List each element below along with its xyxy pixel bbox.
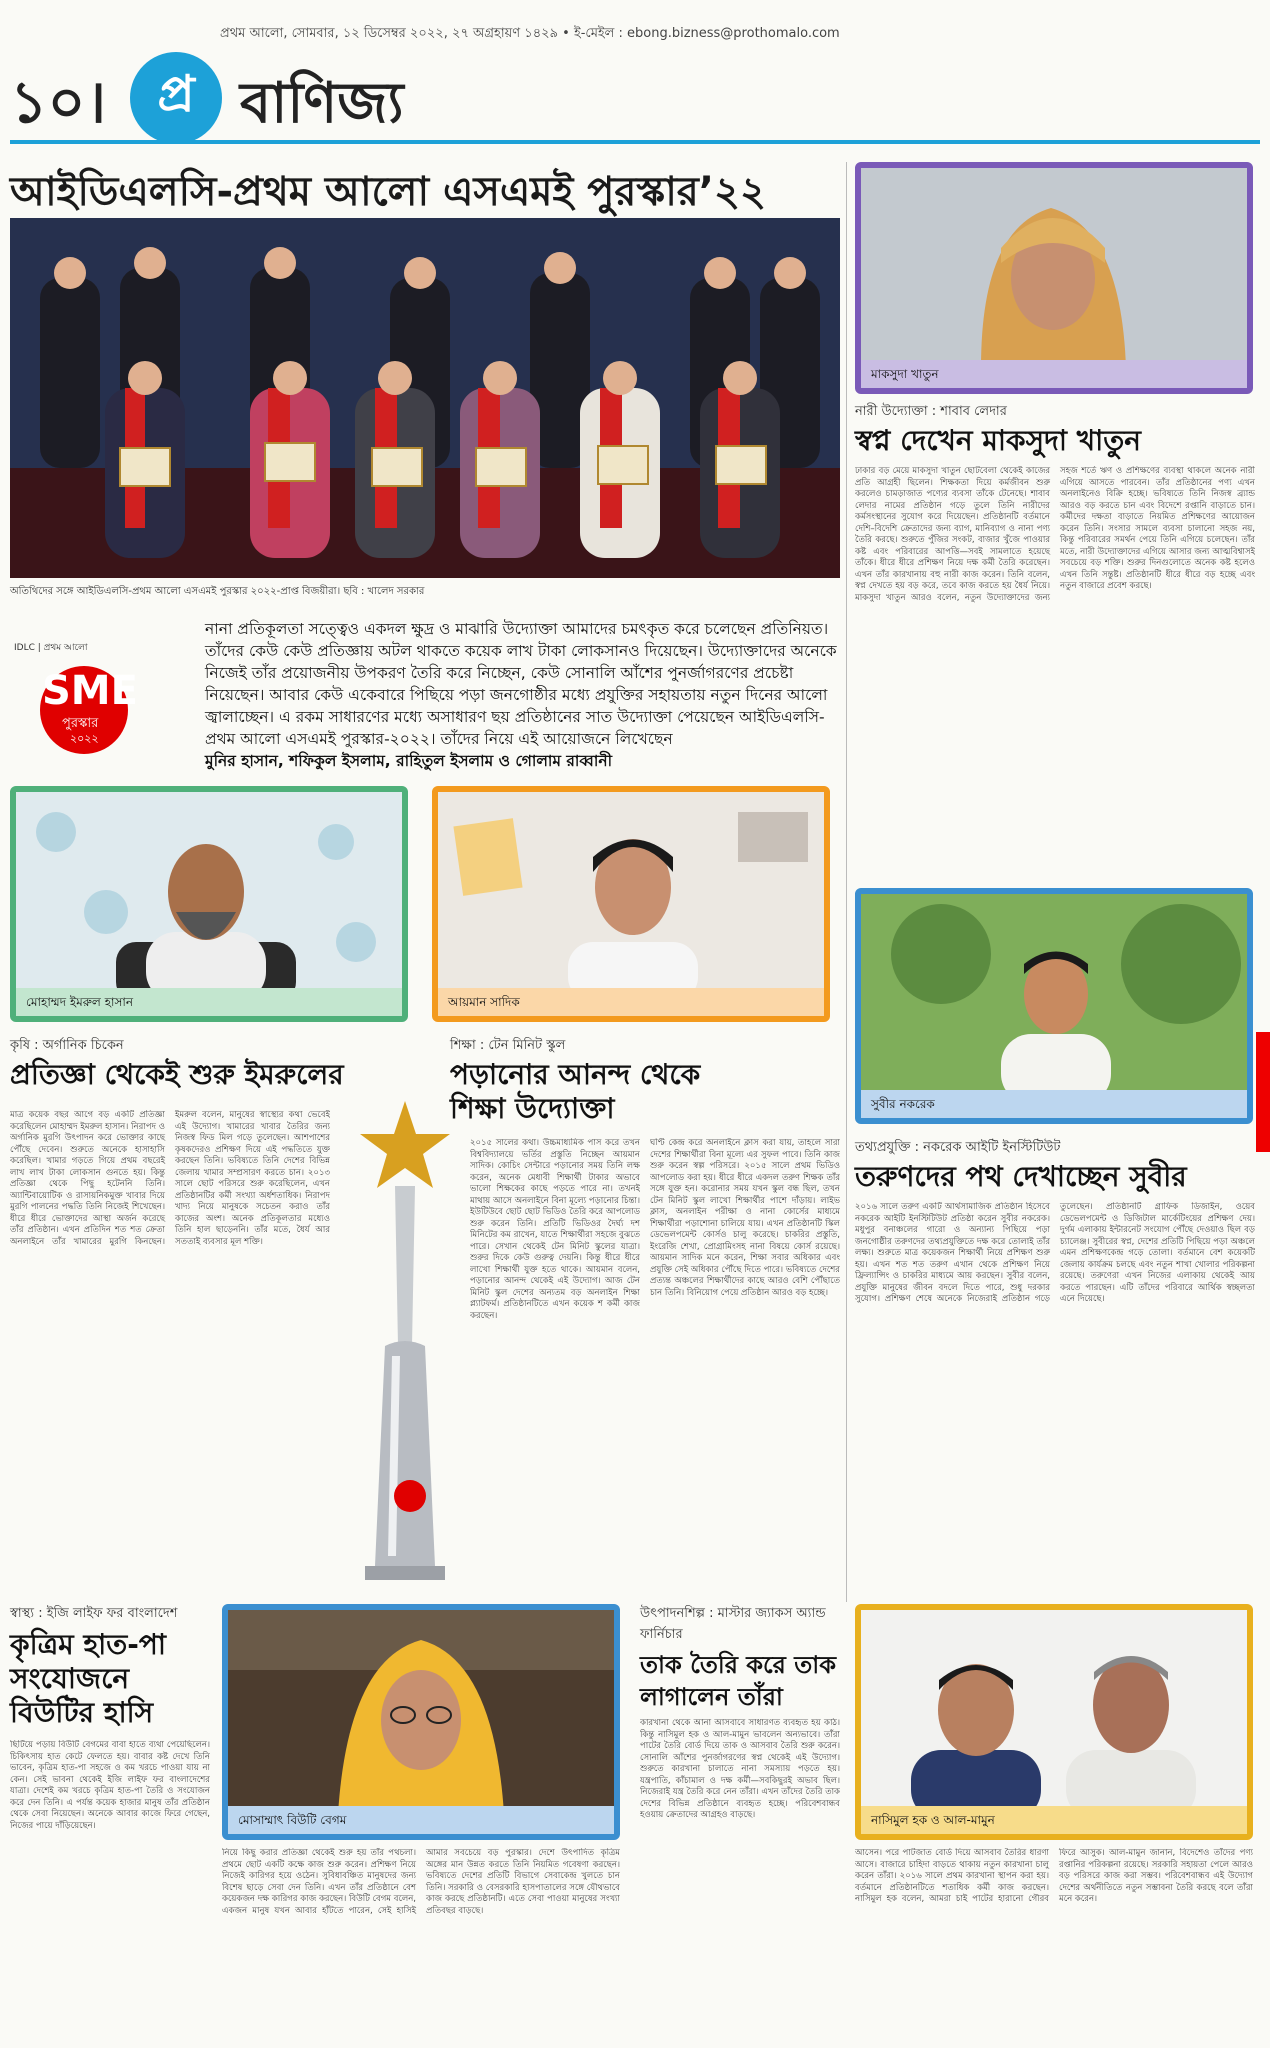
imrul-title: প্রতিজ্ঞা থেকেই শুরু ইমরুলের — [10, 1058, 344, 1091]
ayman-photo — [432, 786, 830, 1022]
subir-portrait — [861, 894, 1247, 1098]
edge-marker — [1256, 1032, 1270, 1152]
beauty-portrait — [228, 1610, 614, 1814]
badge-sub: পুরস্কার — [62, 716, 99, 731]
main-photo-caption: অতিথিদের সঙ্গে আইডিএলসি-প্রথম আলো এসএমই পুরস্কার ২০২২-প্রাপ্ত বিজয়ীরা। ছবি : খালেদ সরকার — [10, 586, 425, 597]
subir-body: ২০১৬ সালে তরুণ একটি আর্থসামাজিক প্রতিষ্ঠান হিসেবে নকরেক আইটি ইনস্টিটিউট প্রতিষ্ঠা করেন সুবীর নকরেক। মধুপুর বনাঞ্চলের গারো ও অন্যান্য পিছিয়ে পড়া জনগোষ্ঠীর তরুণদের তথ্যপ্রযুক্তিতে দক্ষ করে তোলাই তাঁর লক্ষ্য। শুরুতে মাত্র কয়েকজন শিক্ষার্থী নিয়ে প্রশিক্ষণ শুরু হয়। এখন শত শত তরুণ এখান থেকে প্রশিক্ষণ নিয়ে ফ্রিল্যান্সিং ও চাকরির মাধ্যমে আয় করছেন। সুবীর বলেন, প্রযুক্তি মানুষের জীবন বদলে দিতে পারে, শুধু দরকার সুযোগ। প্রশিক্ষণ শেষে অনেকে নিজেরাই প্রতিষ্ঠান গড়ে তুলেছেন। প্রতিষ্ঠানটি গ্রাফিক ডিজাইন, ওয়েব ডেভেলপমেন্ট ও ডিজিটাল মার্কেটিংয়ের প্রশিক্ষণ দেয়। দুর্গম এলাকায় ইন্টারনেট সংযোগ পৌঁছে দেওয়াও ছিল বড় চ্যালেঞ্জ। সুবীরের স্বপ্ন, দেশের প্রতিটি পিছিয়ে পড়া অঞ্চলে এমন প্রশিক্ষণকেন্দ্র গড়ে তোলা। বর্তমানে বেশ কয়েকটি জেলায় কার্যক্রম চলছে এবং নতুন শাখা খোলার পরিকল্পনা রয়েছে। তরুণেরা এখন নিজের এলাকায় থেকেই আয় করতে পারছেন। এটি তাঁদের পরিবারে আর্থিক স্বচ্ছলতা এনে দিয়েছে। — [855, 1202, 1255, 1304]
maksuda-portrait — [861, 168, 1247, 368]
maksuda-photo — [855, 162, 1253, 394]
column-divider — [846, 162, 847, 1602]
subir-kicker: তথ্যপ্রযুক্তি : নকরেক আইটি ইনস্টিটিউট — [855, 1140, 1061, 1155]
maksuda-kicker: নারী উদ্যোক্তা : শাবাব লেদার — [855, 404, 1007, 419]
beauty-body-1: ছিটিয়ে পড়ায় বিউটি বেগমের বাবা হাতে ব্যথা পেয়েছিলেন। চিকিৎসায় হাত কেটে ফেলতে হয়। বাবার কষ্ট দেখে তিনি ভাবেন, কৃত্রিম হাত-পা সহজে ও কম খরচে পাওয়া যায় না কেন। সেই ভাবনা থেকেই ইজি লাইফ ফর বাংলাদেশের যাত্রা। দেশেই কম খরচে কৃত্রিম হাত-পা তৈরি ও সংযোজন করে দেন তিনি। এ পর্যন্ত কয়েক হাজার মানুষ তাঁর প্রতিষ্ঠান থেকে সেবা নিয়েছেন। অনেকে আবার কাজে ফিরে গেছেন, নিজের পায়ে দাঁড়িয়েছেন। — [10, 1740, 210, 1831]
lead-text: নানা প্রতিকূলতা সত্ত্বেও একদল ক্ষুদ্র ও মাঝারি উদ্যোক্তা আমাদের চমৎকৃত করে চলেছেন প্রতিনিয়ত। তাঁদের কেউ কেউ প্রতিজ্ঞায় অটল থাকতে কয়েক লাখ টাকা লোকসানও দিয়েছেন। উদ্যোক্তাদের অনেকে নিজেই তাঁর প্রয়োজনীয় উপকরণ তৈরি করে নিচ্ছেন, কেউ সোনালি আঁশের পুনর্জাগরণের প্রচেষ্টা নিয়েছেন। আবার কেউ একেবারে পিছিয়ে পড়া জনগোষ্ঠীর মধ্যে প্রযুক্তির সহায়তায় নতুন দিনের আলো জ্বালাচ্ছেন। এ রকম সাধারণের মধ্যে অসাধারণ ছয় প্রতিষ্ঠানের সাত উদ্যোক্তা পেয়েছেন আইডিএলসি-প্রথম আলো এসএমই পুরস্কার-২০২২। তাঁদের নিয়ে এই আয়োজনে লিখেছেন — [205, 620, 837, 748]
jute-body-2: আসেন। পরে পাটজাত বোর্ড দিয়ে আসবাব তৈরির ধারণা আসে। বাজারে চাহিদা বাড়তে থাকায় নতুন কারখানা চালু করেন তাঁরা। ২০১৬ সালে প্রথম কারখানা স্থাপন করা হয়। বর্তমানে প্রতিষ্ঠানটিতে শতাধিক কর্মী কাজ করছেন। নাসিমুল হক বলেন, আমরা চাই পাটের হারানো গৌরব ফিরে আসুক। আল-মামুন জানান, বিদেশেও তাঁদের পণ্য রপ্তানির পরিকল্পনা রয়েছে। সরকারি সহায়তা পেলে আরও বড় পরিসরে কাজ করা সম্ভব। পরিবেশবান্ধব এই উদ্যোগ দেশের অর্থনীতিতে নতুন সম্ভাবনা তৈরি করছে বলে তাঁরা মনে করেন। — [855, 1848, 1253, 1904]
maksuda-title: স্বপ্ন দেখেন মাকসুদা খাতুন — [855, 424, 1141, 457]
section-title: বাণিজ্য — [240, 71, 404, 136]
ayman-kicker: শিক্ষা : টেন মিনিট স্কুল — [450, 1038, 566, 1053]
ayman-name: আয়মান সাদিক — [438, 988, 824, 1016]
trophy-image — [340, 1096, 470, 1586]
ayman-portrait — [438, 792, 824, 996]
maksuda-name: মাকসুদা খাতুন — [861, 360, 1247, 388]
jute-kicker: উৎপাদনশিল্প : মাস্টার জ্যাকস অ্যান্ড ফার্নিচার — [640, 1606, 826, 1642]
jute-title-1: তাক তৈরি করে তাক — [640, 1651, 837, 1679]
imrul-portrait — [16, 792, 402, 996]
subir-title: তরুণদের পথ দেখাচ্ছেন সুবীর — [855, 1160, 1187, 1193]
beauty-name: মোসাম্মাৎ বিউটি বেগম — [228, 1806, 614, 1834]
jute-name: নাসিমুল হক ও আল-মামুন — [861, 1806, 1247, 1834]
beauty-title-3: বিউটির হাসি — [10, 1696, 154, 1729]
prothom-alo-logo — [130, 52, 222, 144]
page-number: ১০। — [10, 68, 107, 136]
header-rule — [10, 140, 1260, 144]
main-headline: আইডিএলসি-প্রথম আলো এসএমই পুরস্কার’২২ — [10, 169, 767, 215]
ayman-title-1: পড়ানোর আনন্দ থেকে — [450, 1058, 701, 1091]
beauty-kicker: স্বাস্থ্য : ইজি লাইফ ফর বাংলাদেশ — [10, 1606, 178, 1621]
imrul-body: মাত্র কয়েক বছর আগে বড় একটি প্রতিজ্ঞা করেছিলেন মোহাম্মদ ইমরুল হাসান। নিরাপদ ও অর্গানিক মুরগি উৎপাদন করে ভোক্তার কাছে পৌঁছে দেবেন। শুরুতে অনেকে হাসাহাসি করেছিল। খামার গড়তে গিয়ে প্রথম বছরেই লাখ লাখ টাকা লোকসান গুনতে হয়। কিন্তু প্রতিজ্ঞা থেকে পিছু হটেননি তিনি। অ্যান্টিবায়োটিক ও রাসায়নিকমুক্ত খাবার দিয়ে মুরগি পালনের পদ্ধতি তিনি নিজেই শিখেছেন। ধীরে ধীরে ভোক্তাদের আস্থা অর্জন করেছে তাঁর প্রতিষ্ঠান। এখন প্রতিদিন শত শত ক্রেতা অনলাইনে তাঁর খামারের মুরগি কিনছেন। ইমরুল বলেন, মানুষের স্বাস্থ্যের কথা ভেবেই এই উদ্যোগ। খামারের খাবার তৈরির জন্য নিজস্ব ফিড মিল গড়ে তুলেছেন। আশপাশের কৃষকদেরও প্রশিক্ষণ দিয়ে এই পদ্ধতিতে যুক্ত করছেন তিনি। ভবিষ্যতে তিনি দেশের বিভিন্ন জেলায় খামার সম্প্রসারণ করতে চান। ২০১৩ সালে ছোট পরিসরে শুরু করেছিলেন, এখন প্রতিষ্ঠানটির কর্মী সংখ্যা অর্ধশতাধিক। নিরাপদ খাদ্য নিয়ে মানুষকে সচেতন করাও তাঁর কাজের অংশ। অনেক প্রতিকূলতার মধ্যেও তিনি হাল ছাড়েননি। তাঁর মতে, ধৈর্য আর সততাই ব্যবসার মূল শক্তি। — [10, 1110, 330, 1247]
beauty-title-2: সংযোজনে — [10, 1662, 130, 1695]
ayman-body-2: ঘণ্টি কেন্দ্র করে অনলাইনে ক্লাস করা যায়, তাহলে সারা দেশের শিক্ষার্থীরা বিনা মূল্যে এর সুফল পাবে। তিনি কাজ শুরু করেন স্বল্প পরিসরে। ২০১৫ সালে প্রথম ভিডিও আপলোড করা হয়। ধীরে ধীরে একদল তরুণ শিক্ষক তাঁর সঙ্গে যুক্ত হন। করোনার সময় যখন স্কুল বন্ধ ছিল, তখন টেন মিনিট স্কুল লাখো শিক্ষার্থীর পাশে দাঁড়ায়। লাইভ ক্লাস, অনলাইন পরীক্ষা ও নানা কোর্সের মাধ্যমে শিক্ষার্থীরা পড়াশোনা চালিয়ে যায়। এখন প্রতিষ্ঠানটি স্কিল ডেভেলপমেন্ট কোর্সও চালু করেছে। চাকরির প্রস্তুতি, ইংরেজি শেখা, প্রোগ্রামিংসহ নানা বিষয়ে কোর্স রয়েছে। আয়মান সাদিক মনে করেন, শিক্ষা সবার অধিকার এবং প্রযুক্তি সেই অধিকার পৌঁছে দিতে পারে। ভবিষ্যতে দেশের প্রত্যন্ত অঞ্চলের শিক্ষার্থীদের কাছে আরও বেশি পৌঁছাতে চান তিনি। বিনিয়োগ পেয়ে প্রতিষ্ঠান আরও বড় হচ্ছে। — [650, 1138, 840, 1298]
lead-authors: মুনির হাসান, শফিকুল ইসলাম, রাহিতুল ইসলাম ও গোলাম রাব্বানী — [205, 752, 613, 770]
jute-portrait — [861, 1610, 1247, 1814]
maksuda-body: ঢাকার বড় মেয়ে মাকসুদা খাতুন ছোটবেলা থেকেই কাজের প্রতি আগ্রহী ছিলেন। শিক্ষকতা দিয়ে কর্মজীবন শুরু করলেও চামড়াজাত পণ্যের ব্যবসা তাঁকে টেনেছে। শাবাব লেদার নামের প্রতিষ্ঠান গড়ে তুলে তিনি নারীদের কর্মসংস্থানের সুযোগ করে দিয়েছেন। প্রতিষ্ঠানটি বর্তমানে দেশি–বিদেশি ক্রেতাদের জন্য ব্যাগ, মানিব্যাগ ও নানা পণ্য তৈরি করছে। শুরুতে পুঁজির সংকট, বাজার খুঁজে পাওয়ার কষ্ট এবং পরিবারের আপত্তি—সবই সামলাতে হয়েছে তাঁকে। ধীরে ধীরে প্রশিক্ষণ নিয়ে দক্ষ কর্মী তৈরি করেছেন। এখন তাঁর কারখানায় বহু নারী কাজ করেন। তিনি বলেন, স্বপ্ন দেখতে হয় বড় করে, তবে কাজ করতে হয় ধৈর্য নিয়ে। মাকসুদা খাতুন আরও বলেন, নতুন উদ্যোক্তাদের জন্য সহজ শর্তে ঋণ ও প্রশিক্ষণের ব্যবস্থা থাকলে অনেক নারী এগিয়ে আসতে পারবেন। তাঁর প্রতিষ্ঠানের পণ্য এখন অনলাইনেও বিক্রি হচ্ছে। ভবিষ্যতে তিনি নিজস্ব ব্র্যান্ড আরও বড় করতে চান এবং বিদেশে রপ্তানি বাড়াতে চান। কর্মীদের দক্ষতা বাড়াতে নিয়মিত প্রশিক্ষণের আয়োজন করেন তিনি। সংসার সামলে ব্যবসা চালানো সহজ নয়, কিন্তু পরিবারের সমর্থন পেয়ে তিনি এগিয়ে চলেছেন। তাঁর মতে, নারী উদ্যোক্তাদের এগিয়ে আসার জন্য আত্মবিশ্বাসই সবচেয়ে বড় শক্তি। শুরুর দিনগুলোতে অনেক কষ্ট হলেও এখন তিনি সন্তুষ্ট। প্রতিষ্ঠানটি ধীরে ধীরে বড় হচ্ছে এবং নতুন বাজারে প্রবেশ করছে। — [855, 466, 1255, 603]
sme-award-badge — [14, 640, 154, 750]
ayman-body-1: ২০১৫ সালের কথা। উচ্চমাধ্যমিক পাস করে তখন বিশ্ববিদ্যালয়ে ভর্তির প্রস্তুতি নিচ্ছেন আয়মান সাদিক। কোচিং সেন্টারে পড়ানোর সময় তিনি লক্ষ করেন, অনেক মেধাবী শিক্ষার্থী টাকার অভাবে ভালো শিক্ষকের কাছে পড়তে পারে না। তখনই মাথায় আসে অনলাইনে বিনা মূল্যে পড়ানোর চিন্তা। ইউটিউবে ছোট ছোট ভিডিও তৈরি করে আপলোড শুরু করেন তিনি। প্রতিটি ভিডিওর দৈর্ঘ্য দশ মিনিটের কম রাখেন, যাতে শিক্ষার্থীরা সহজে বুঝতে পারে। সেখান থেকেই টেন মিনিট স্কুলের যাত্রা। শুরুর দিকে কেউ গুরুত্ব দেয়নি। কিন্তু ধীরে ধীরে লাখো শিক্ষার্থী যুক্ত হতে থাকে। আয়মান বলেন, পড়ানোর আনন্দ থেকেই এই উদ্যোগ। আজ টেন মিনিট স্কুল দেশের অন্যতম বড় অনলাইন শিক্ষা প্ল্যাটফর্ম। প্রতিষ্ঠানটিতে এখন কয়েক শ কর্মী কাজ করছেন। — [470, 1138, 640, 1321]
beauty-body-2: নিয়ে কিছু করার প্রতিজ্ঞা থেকেই শুরু হয় তাঁর পথচলা। প্রথমে ছোট একটি কক্ষে কাজ শুরু করেন। প্রশিক্ষণ নিয়ে নিজেই কারিগর হয়ে ওঠেন। সুবিধাবঞ্চিত মানুষদের জন্য বিশেষ ছাড়ে সেবা দেন তিনি। এখন তাঁর প্রতিষ্ঠানে বেশ কয়েকজন দক্ষ কারিগর কাজ করছেন। বিউটি বেগম বলেন, একজন মানুষ যখন আবার হাঁটতে পারেন, সেই হাসিই আমার সবচেয়ে বড় পুরস্কার। দেশে উৎপাদিত কৃত্রিম অঙ্গের মান উন্নত করতে তিনি নিয়মিত গবেষণা করছেন। ভবিষ্যতে দেশের প্রতিটি বিভাগে সেবাকেন্দ্র খুলতে চান তিনি। সরকারি ও বেসরকারি হাসপাতালের সঙ্গে যৌথভাবে কাজ করছে প্রতিষ্ঠানটি। এতে সেবা পাওয়া মানুষের সংখ্যা প্রতিবছর বাড়ছে। — [222, 1848, 620, 1916]
dateline: প্রথম আলো, সোমবার, ১২ ডিসেম্বর ২০২২, ২৭ অগ্রহায়ণ ১৪২৯ • ই-মেইল : ebong.bizness@prothomalo.com — [220, 26, 840, 41]
badge-year: ২০২২ — [70, 732, 99, 745]
lead-paragraph — [205, 618, 840, 772]
jute-title-2: লাগালেন তাঁরা — [640, 1683, 783, 1711]
group-photo-art — [10, 218, 840, 578]
imrul-name: মোহাম্মদ ইমরুল হাসান — [16, 988, 402, 1016]
ayman-title-2: শিক্ষা উদ্যোক্তা — [450, 1092, 615, 1125]
imrul-kicker: কৃষি : অর্গানিক চিকেন — [10, 1038, 124, 1053]
badge-title: SME — [42, 668, 138, 714]
jute-photo — [855, 1604, 1253, 1840]
badge-sponsor: IDLC | প্রথম আলো — [14, 643, 88, 653]
subir-name: সুবীর নকরেক — [861, 1090, 1247, 1118]
logo-glyph: প্র — [157, 64, 195, 123]
jute-body-1: কারখানা থেকে আনা আসবাবে সাধারণত ব্যবহৃত হয় কাঠ। কিন্তু নাসিমুল হক ও আল-মামুন ভাবলেন অন্যভাবে। তাঁরা পাটের তৈরি বোর্ড দিয়ে তাক ও আসবাব তৈরি শুরু করেন। সোনালি আঁশের পুনর্জাগরণের স্বপ্ন থেকেই এই উদ্যোগ। শুরুতে কারখানা চালাতে নানা সমস্যায় পড়তে হয়। যন্ত্রপাতি, কাঁচামাল ও দক্ষ কর্মী—সবকিছুরই অভাব ছিল। নিজেরাই যন্ত্র তৈরি করে নেন তাঁরা। এখন তাঁদের তৈরি তাক দেশের বিভিন্ন প্রতিষ্ঠানে ব্যবহৃত হচ্ছে। পরিবেশবান্ধব হওয়ায় ক্রেতাদের আগ্রহও বাড়ছে। — [640, 1718, 840, 1820]
beauty-title-1: কৃত্রিম হাত-পা — [10, 1628, 167, 1661]
subir-photo — [855, 888, 1253, 1124]
imrul-photo — [10, 786, 408, 1022]
main-group-photo — [10, 218, 840, 578]
beauty-photo — [222, 1604, 620, 1840]
trophy-art — [340, 1096, 470, 1586]
